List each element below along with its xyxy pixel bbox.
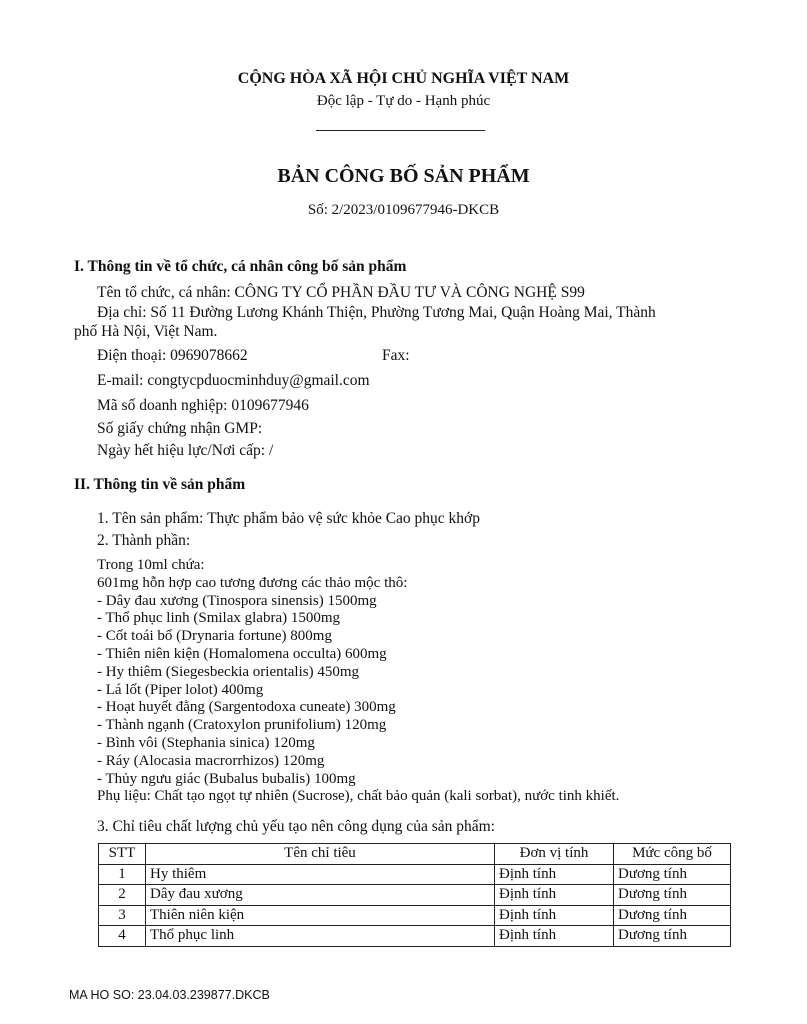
header-unit: Đơn vị tính [495, 844, 614, 865]
section1-heading: I. Thông tin về tổ chức, cá nhân công bố sản phẩm [74, 258, 407, 275]
header-criteria-name: Tên chỉ tiêu [146, 844, 495, 865]
ingredient-item: - Cốt toái bổ (Drynaria fortune) 800mg [97, 628, 332, 645]
cell-criteria-name: Thiên niên kiện [146, 905, 495, 926]
composition-line: 601mg hỗn hợp cao tương đương các thảo mộc thô: [97, 574, 408, 591]
cell-declared-level: Dương tính [614, 864, 731, 885]
dossier-code: MA HO SO: 23.04.03.239877.DKCB [69, 988, 270, 1002]
cell-declared-level: Dương tính [614, 926, 731, 947]
org-name: Tên tổ chức, cá nhân: CÔNG TY CỔ PHẦN ĐẦU TƯ VÀ CÔNG NGHỆ S99 [97, 284, 585, 301]
business-code: Mã số doanh nghiệp: 0109677946 [97, 397, 309, 414]
ingredient-item: - Thành ngạnh (Cratoxylon prunifolium) 120mg [97, 717, 387, 734]
cell-stt: 2 [99, 885, 146, 906]
table-row [99, 885, 731, 906]
ingredient-item: - Hoạt huyết đằng (Sargentodoxa cuneate) 300mg [97, 699, 396, 716]
expiry-issuer: Ngày hết hiệu lực/Nơi cấp: / [97, 442, 274, 459]
ingredient-item: - Dây đau xương (Tinospora sinensis) 1500mg [97, 592, 377, 609]
composition-list [97, 557, 619, 806]
cell-unit: Định tính [495, 885, 614, 906]
quality-criteria-table [98, 843, 731, 947]
cell-declared-level: Dương tính [614, 885, 731, 906]
section2-heading: II. Thông tin về sản phẩm [74, 476, 246, 493]
country-title: CỘNG HÒA XÃ HỘI CHỦ NGHĨA VIỆT NAM [237, 70, 570, 87]
header-stt: STT [99, 844, 146, 865]
table-row [99, 864, 731, 885]
document-title: BẢN CÔNG BỐ SẢN PHẨM [277, 165, 530, 187]
cell-stt: 1 [99, 864, 146, 885]
cell-criteria-name: Thổ phục linh [146, 926, 495, 947]
ingredient-item: - Lá lốt (Piper lolot) 400mg [97, 681, 264, 698]
ingredient-item: - Hy thiêm (Siegesbeckia orientalis) 450mg [97, 663, 360, 680]
address-line-2: phố Hà Nội, Việt Nam. [74, 323, 218, 340]
ingredient-item: - Bình vôi (Stephania sinica) 120mg [97, 734, 315, 751]
document-number: Số: 2/2023/0109677946-DKCB [307, 202, 500, 218]
fax: Fax: [382, 347, 410, 364]
cell-unit: Định tính [495, 905, 614, 926]
table-header-row [99, 844, 731, 865]
header-divider [316, 130, 485, 131]
ingredient-item: - Thiên niên kiện (Homalomena occulta) 600mg [97, 645, 387, 662]
cell-stt: 4 [99, 926, 146, 947]
criteria-label: 3. Chỉ tiêu chất lượng chủ yếu tạo nên công dụng của sản phẩm: [97, 818, 495, 835]
cell-declared-level: Dương tính [614, 905, 731, 926]
composition-line: Trong 10ml chứa: [97, 557, 205, 573]
composition-label: 2. Thành phần: [97, 532, 191, 549]
product-name: 1. Tên sản phẩm: Thực phẩm bảo vệ sức khỏe Cao phục khớp [97, 510, 480, 527]
email: E-mail: congtycpduocminhduy@gmail.com [97, 372, 370, 389]
cell-criteria-name: Dây đau xương [146, 885, 495, 906]
address-line-1: Địa chỉ: Số 11 Đường Lương Khánh Thiện, Phường Tương Mai, Quận Hoàng Mai, Thành [97, 304, 656, 321]
table-row [99, 905, 731, 926]
ingredient-item: - Ráy (Alocasia macrorrhizos) 120mg [97, 752, 325, 769]
cell-stt: 3 [99, 905, 146, 926]
ingredient-item: - Thủy ngưu giác (Bubalus bubalis) 100mg [97, 770, 356, 787]
cell-unit: Định tính [495, 926, 614, 947]
gmp-certificate: Số giấy chứng nhận GMP: [97, 420, 263, 437]
table-row [99, 926, 731, 947]
cell-criteria-name: Hy thiêm [146, 864, 495, 885]
cell-unit: Định tính [495, 864, 614, 885]
ingredient-item: - Thổ phục linh (Smilax glabra) 1500mg [97, 610, 341, 627]
national-motto: Độc lập - Tự do - Hạnh phúc [316, 93, 491, 109]
phone: Điện thoại: 0969078662 [97, 347, 248, 364]
excipients: Phụ liệu: Chất tạo ngọt tự nhiên (Sucrose), chất bảo quản (kali sorbat), nước tinh khiết. [97, 788, 620, 805]
header-declared-level: Mức công bố [614, 844, 731, 865]
